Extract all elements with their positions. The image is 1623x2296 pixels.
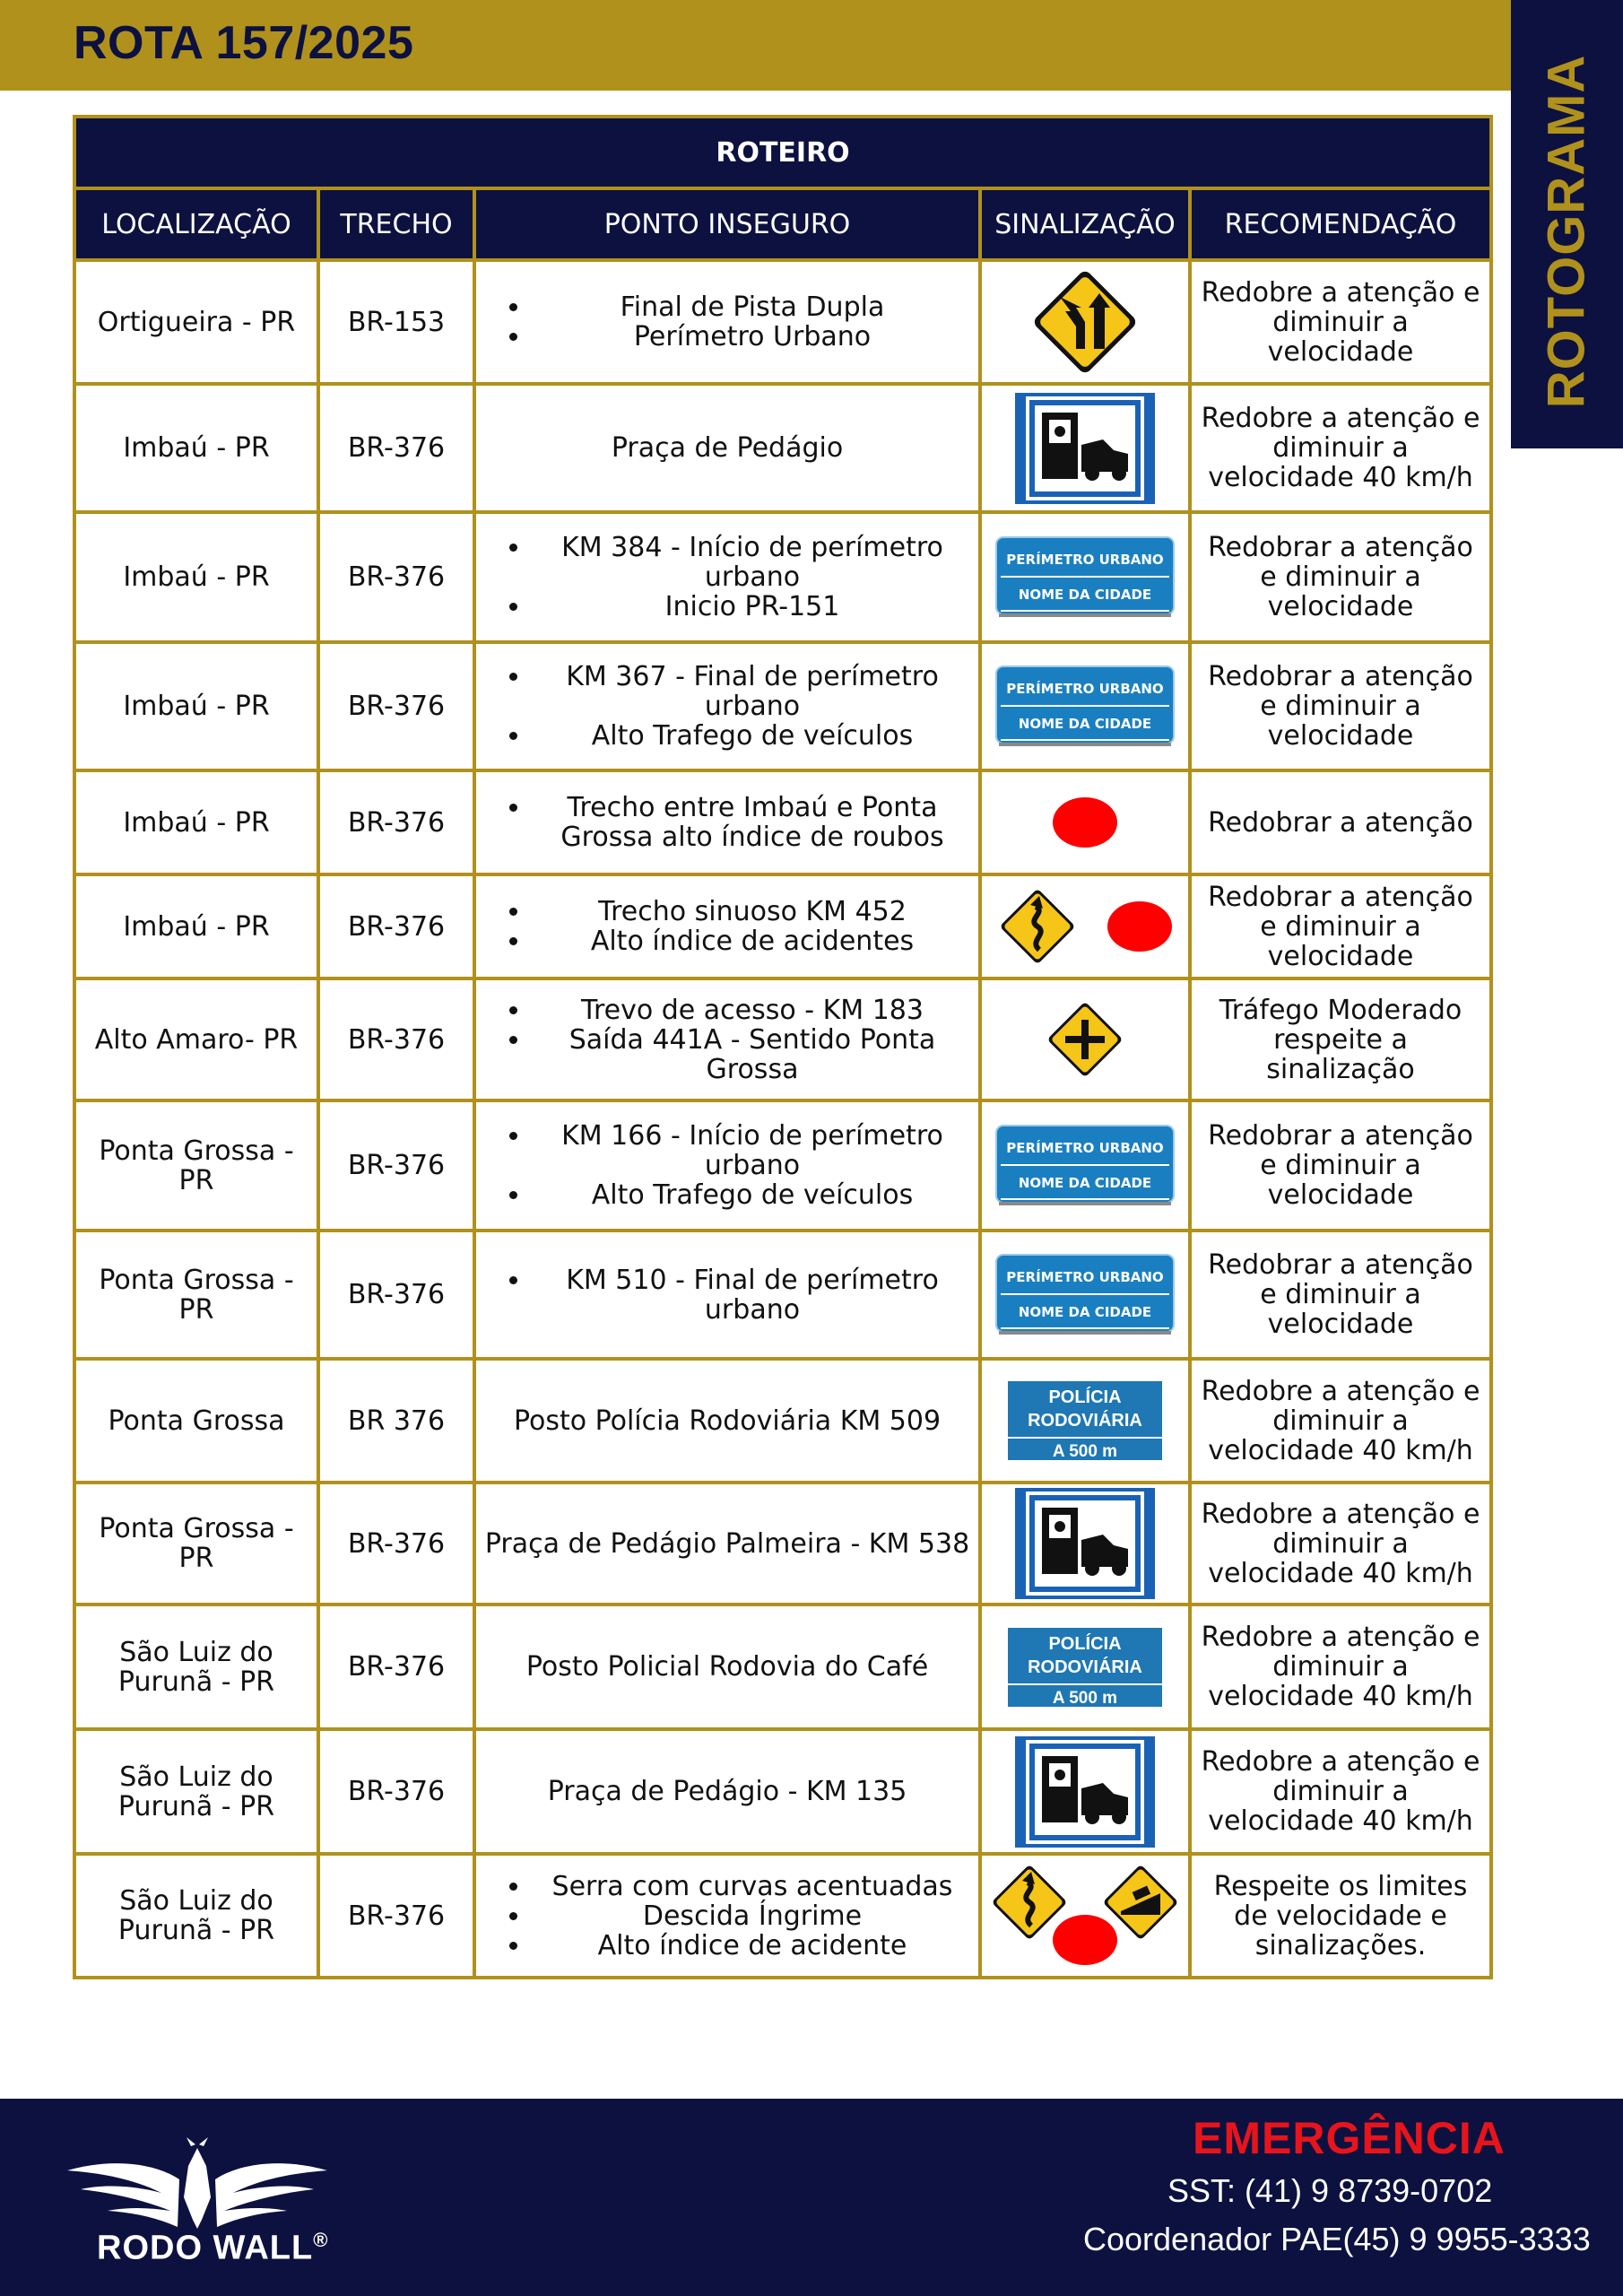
ponto-inseguro-cell: Posto Polícia Rodoviária KM 509 (474, 1359, 980, 1483)
table-row (74, 642, 1491, 770)
ponto-list (482, 533, 973, 622)
table-row (74, 512, 1491, 642)
red-dot-icon (1051, 1913, 1119, 1967)
location-cell: Imbaú - PR (74, 874, 318, 978)
sinalizacao-cell (980, 384, 1190, 512)
policia-line2: RODOVIÁRIA (1028, 1411, 1142, 1431)
table-row (74, 1100, 1491, 1231)
route-title: ROTA 157/2025 (74, 17, 414, 69)
sinalizacao-cell (980, 1100, 1190, 1231)
sinalizacao-cell (980, 1605, 1190, 1729)
ponto-inseguro-cell (474, 512, 980, 642)
recomendacao-cell: Redobre a atenção e diminuir a velocidade 40 km/h (1190, 1605, 1491, 1729)
ponto-item: • Alto Trafego de veículos (532, 1180, 973, 1210)
table-title: ROTEIRO (74, 117, 1491, 188)
ponto-item: • Trecho entre Imbaú e Ponta Grossa alto índice de roubos (532, 793, 973, 852)
location-cell: Ponta Grossa - PR (74, 1100, 318, 1231)
location-cell: São Luiz do Purunã - PR (74, 1729, 318, 1854)
table-row (74, 1483, 1491, 1605)
policia-line3: A 500 m (1052, 1442, 1118, 1460)
ponto-item: • Inicio PR-151 (532, 592, 973, 622)
location-cell: Imbaú - PR (74, 384, 318, 512)
ponto-item: • Alto Trafego de veículos (532, 721, 973, 751)
sinalizacao-cell (980, 260, 1190, 384)
trecho-cell: BR-376 (318, 642, 474, 770)
location-cell: Imbaú - PR (74, 512, 318, 642)
perimetro-bottom-text: NOME DA CIDADE (1018, 1174, 1152, 1191)
column-header: LOCALIZAÇÃO (74, 188, 318, 260)
ponto-list (482, 897, 973, 956)
ponto-item: • Trecho sinuoso KM 452 (532, 897, 973, 926)
perimetro-bottom-text: NOME DA CIDADE (1018, 1303, 1152, 1320)
trecho-cell: BR-376 (318, 1231, 474, 1359)
ponto-inseguro-cell: Praça de Pedágio Palmeira - KM 538 (474, 1483, 980, 1605)
ponto-list (482, 292, 973, 352)
ponto-inseguro-cell (474, 978, 980, 1100)
brand-name: RODO WALL® (97, 2229, 329, 2267)
side-tab-label: ROTOGRAMA (1537, 54, 1596, 409)
pae-phone: Coordenador PAE(45) 9 9955-3333 (1083, 2221, 1591, 2257)
trecho-cell: BR 376 (318, 1359, 474, 1483)
perimetro-top-text: PERÍMETRO URBANO (1006, 1139, 1164, 1156)
recomendacao-cell: Redobrar a atenção e diminuir a velocidade (1190, 1231, 1491, 1359)
recomendacao-cell: Tráfego Moderado respeite a sinalização (1190, 978, 1491, 1100)
policia-line1: POLÍCIA (1048, 1633, 1122, 1654)
ponto-item: • KM 384 - Início de perímetro urbano (532, 533, 973, 592)
recomendacao-cell: Redobrar a atenção e diminuir a velocidade (1190, 1100, 1491, 1231)
recomendacao-cell: Redobrar a atenção e diminuir a velocidade (1190, 512, 1491, 642)
toll-booth-sign-icon (1013, 391, 1157, 506)
ponto-list (482, 1872, 973, 1961)
trecho-cell: BR-376 (318, 1605, 474, 1729)
ponto-inseguro-cell: Posto Policial Rodovia do Café (474, 1605, 980, 1729)
ponto-list (482, 793, 973, 852)
trecho-cell: BR-376 (318, 1729, 474, 1854)
ponto-list (482, 996, 973, 1084)
recomendacao-cell: Redobrar a atenção e diminuir a velocidade (1190, 642, 1491, 770)
trecho-cell: BR-376 (318, 384, 474, 512)
ponto-item: • Final de Pista Dupla (532, 292, 973, 322)
perimetro-bottom-text: NOME DA CIDADE (1018, 715, 1152, 732)
table-row (74, 770, 1491, 874)
policia-rodoviaria-sign-icon (1008, 1628, 1162, 1707)
location-cell: Ponta Grossa - PR (74, 1483, 318, 1605)
ponto-inseguro-cell (474, 1854, 980, 1978)
trecho-cell: BR-376 (318, 1100, 474, 1231)
recomendacao-cell: Redobre a atenção e diminuir a velocidade (1190, 260, 1491, 384)
sinalizacao-cell (980, 1483, 1190, 1605)
trecho-cell: BR-376 (318, 978, 474, 1100)
perimetro-urbano-sign-icon (995, 1125, 1175, 1207)
ponto-inseguro-cell: Praça de Pedágio - KM 135 (474, 1729, 980, 1854)
crossroad-sign-icon (1044, 998, 1126, 1081)
table-row (74, 260, 1491, 384)
perimetro-urbano-sign-icon (995, 665, 1175, 748)
sinalizacao-cell (980, 770, 1190, 874)
ponto-item: • KM 367 - Final de perímetro urbano (532, 662, 973, 721)
table-row (74, 874, 1491, 978)
table-row (74, 1231, 1491, 1359)
ponto-list (482, 1265, 973, 1325)
ponto-list (482, 1121, 973, 1210)
policia-line1: POLÍCIA (1048, 1387, 1122, 1407)
recomendacao-cell: Redobre a atenção e diminuir a velocidade 40 km/h (1190, 384, 1491, 512)
sinalizacao-cell (980, 1854, 1190, 1978)
recomendacao-cell: Respeite os limites de velocidade e sinalizações. (1190, 1854, 1491, 1978)
perimetro-bottom-text: NOME DA CIDADE (1018, 586, 1152, 603)
location-cell: Ortigueira - PR (74, 260, 318, 384)
ponto-inseguro-cell (474, 1100, 980, 1231)
ponto-item: • KM 510 - Final de perímetro urbano (532, 1265, 973, 1325)
ponto-item: • Trevo de acesso - KM 183 (532, 996, 973, 1025)
ponto-list (482, 662, 973, 751)
table-row (74, 384, 1491, 512)
perimetro-urbano-sign-icon (995, 1254, 1175, 1336)
location-cell: São Luiz do Purunã - PR (74, 1854, 318, 1978)
trecho-cell: BR-376 (318, 874, 474, 978)
trecho-cell: BR-376 (318, 1854, 474, 1978)
trecho-cell: BR-376 (318, 770, 474, 874)
toll-booth-sign-icon (1013, 1735, 1157, 1849)
location-cell: Ponta Grossa (74, 1359, 318, 1483)
table-row (74, 1605, 1491, 1729)
location-cell: Imbaú - PR (74, 642, 318, 770)
ponto-inseguro-cell (474, 1231, 980, 1359)
recomendacao-cell: Redobre a atenção e diminuir a velocidade 40 km/h (1190, 1483, 1491, 1605)
ponto-item: • Alto índice de acidente (532, 1931, 973, 1961)
ponto-inseguro-cell: Praça de Pedágio (474, 384, 980, 512)
recomendacao-cell: Redobrar a atenção e diminuir a velocidade (1190, 874, 1491, 978)
location-cell: Ponta Grossa - PR (74, 1231, 318, 1359)
sinalizacao-cell (980, 1359, 1190, 1483)
sinalizacao-cell (980, 642, 1190, 770)
column-header: TRECHO (318, 188, 474, 260)
sinalizacao-cell (980, 874, 1190, 978)
emergency-title: EMERGÊNCIA (1193, 2113, 1506, 2163)
ponto-inseguro-cell (474, 770, 980, 874)
roteiro-table (73, 115, 1493, 1979)
sst-phone: SST: (41) 9 8739-0702 (1167, 2172, 1493, 2209)
ponto-item: • Serra com curvas acentuadas (532, 1872, 973, 1901)
red-dot-icon (1106, 900, 1174, 953)
column-header-row (74, 188, 1491, 260)
ponto-item: • Alto índice de acidentes (532, 926, 973, 956)
side-tab (1511, 0, 1623, 448)
winding-road-sign-icon (996, 885, 1079, 968)
column-header: RECOMENDAÇÃO (1190, 188, 1491, 260)
recomendacao-cell: Redobre a atenção e diminuir a velocidade 40 km/h (1190, 1359, 1491, 1483)
trecho-cell: BR-153 (318, 260, 474, 384)
recomendacao-cell: Redobre a atenção e diminuir a velocidade 40 km/h (1190, 1729, 1491, 1854)
recomendacao-cell: Redobrar a atenção (1190, 770, 1491, 874)
policia-line2: RODOVIÁRIA (1028, 1657, 1142, 1677)
perimetro-top-text: PERÍMETRO URBANO (1006, 1268, 1164, 1285)
table-row (74, 978, 1491, 1100)
toll-booth-sign-icon (1013, 1486, 1157, 1601)
ponto-item: • KM 166 - Início de perímetro urbano (532, 1121, 973, 1180)
column-header: PONTO INSEGURO (474, 188, 980, 260)
red-dot-icon (1051, 796, 1119, 849)
ponto-inseguro-cell (474, 874, 980, 978)
ponto-item: • Descida Íngrime (532, 1901, 973, 1931)
ponto-item: • Saída 441A - Sentido Ponta Grossa (532, 1025, 973, 1084)
sinalizacao-cell (980, 512, 1190, 642)
perimetro-top-text: PERÍMETRO URBANO (1006, 680, 1164, 697)
trecho-cell: BR-376 (318, 512, 474, 642)
column-header: SINALIZAÇÃO (980, 188, 1190, 260)
location-cell: Imbaú - PR (74, 770, 318, 874)
table-row (74, 1854, 1491, 1978)
trecho-cell: BR-376 (318, 1483, 474, 1605)
perimetro-top-text: PERÍMETRO URBANO (1006, 551, 1164, 568)
table-row (74, 1359, 1491, 1483)
policia-line3: A 500 m (1052, 1688, 1118, 1707)
sinalizacao-cell (980, 978, 1190, 1100)
perimetro-urbano-sign-icon (995, 536, 1175, 619)
sinalizacao-cell (980, 1729, 1190, 1854)
ponto-inseguro-cell (474, 642, 980, 770)
ponto-item: • Perímetro Urbano (532, 322, 973, 352)
sinalizacao-cell (980, 1231, 1190, 1359)
location-cell: São Luiz do Purunã - PR (74, 1605, 318, 1729)
ponto-inseguro-cell (474, 260, 980, 384)
table-row (74, 1729, 1491, 1854)
lane-end-sign-icon (1031, 268, 1139, 376)
location-cell: Alto Amaro- PR (74, 978, 318, 1100)
policia-rodoviaria-sign-icon (1008, 1381, 1162, 1460)
